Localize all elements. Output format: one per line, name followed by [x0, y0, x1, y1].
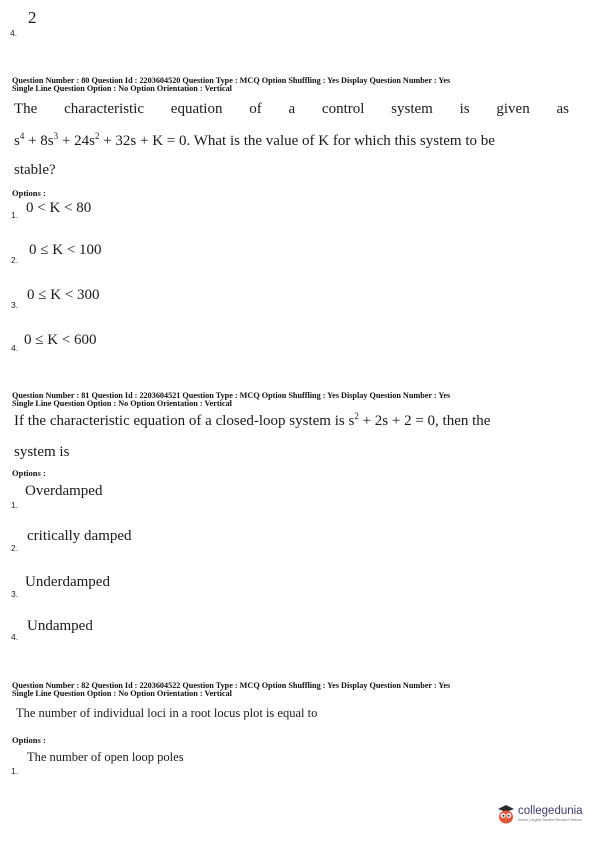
option-text[interactable]: The number of open loop poles [27, 750, 184, 764]
option-number: 3. [11, 589, 19, 599]
collegedunia-logo [496, 802, 583, 824]
option-number: 2. [11, 255, 19, 265]
option-text[interactable]: Underdamped [25, 574, 110, 590]
question-meta: Single Line Question Option : No Option Orientation : Vertical [12, 399, 232, 408]
option-text[interactable]: 0 ≤ K < 300 [27, 287, 100, 303]
question-meta: Single Line Question Option : No Option Orientation : Vertical [12, 84, 232, 93]
question-text: stable? [14, 162, 56, 178]
options-label: Options : [12, 735, 46, 745]
owl-mascot-icon [496, 802, 516, 824]
prev-option-number: 4. [10, 28, 18, 38]
option-number: 4. [11, 343, 19, 353]
options-label: Options : [12, 188, 46, 198]
question-meta: Question Number : 81 Question Id : 2203604521 Question Type : MCQ Option Shuffling : Yes Display Question Number : Yes [12, 391, 451, 400]
option-number: 3. [11, 300, 19, 310]
option-text[interactable]: 0 ≤ K < 600 [24, 332, 97, 348]
option-text[interactable]: Overdamped [25, 483, 103, 499]
question-text: system is [14, 444, 70, 460]
option-text[interactable]: 0 ≤ K < 100 [29, 242, 102, 258]
option-text[interactable]: critically damped [27, 528, 132, 544]
prev-option-value: 2 [28, 8, 37, 27]
question-meta: Question Number : 82 Question Id : 2203604522 Question Type : MCQ Option Shuffling : Yes Display Question Number : Yes [12, 681, 451, 690]
option-text[interactable]: Undamped [27, 618, 93, 634]
logo-tagline: India's Largest Student Review Platform [518, 817, 582, 822]
options-label: Options : [12, 468, 46, 478]
question-text: The number of individual loci in a root locus plot is equal to [16, 706, 318, 720]
question-text: The characteristic equation of a control system is given as [14, 101, 569, 117]
option-text[interactable]: 0 < K < 80 [26, 200, 92, 216]
question-meta: Single Line Question Option : No Option Orientation : Vertical [12, 689, 232, 698]
option-number: 1. [11, 766, 19, 776]
option-number: 1. [11, 500, 19, 510]
option-number: 2. [11, 543, 19, 553]
question-meta: Question Number : 80 Question Id : 2203604520 Question Type : MCQ Option Shuffling : Yes Display Question Number : Yes [12, 76, 451, 85]
question-text-equation: $s^4 + 8s^3 + 24s^2 + 32s + K = 0$. What is the value of K for which this system to be [14, 131, 495, 149]
option-number: 1. [11, 210, 19, 220]
logo-wordmark: collegedunia [518, 804, 583, 817]
option-number: 4. [11, 632, 19, 642]
question-text: If the characteristic equation of a closed-loop system is $s^2 + 2s + 2 = 0$, then the [14, 411, 491, 429]
